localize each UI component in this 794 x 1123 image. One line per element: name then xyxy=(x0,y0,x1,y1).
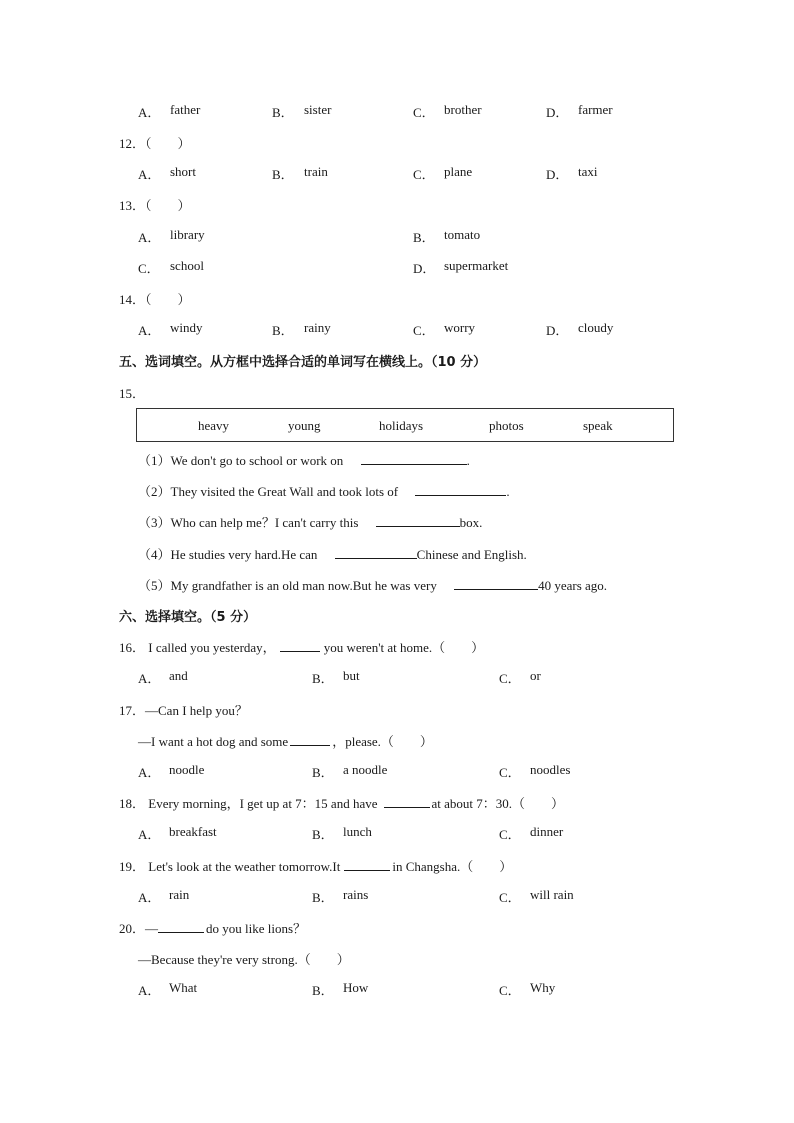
q12-option-c-letter: C． xyxy=(413,167,435,182)
q16-option-b-letter: B． xyxy=(312,671,334,686)
q11-option-c: brother xyxy=(444,102,482,117)
q19-stem xyxy=(119,856,512,875)
answer-blank[interactable] xyxy=(384,793,430,808)
fill-sentence-text: （3）Who can help me？I can't carry this xyxy=(138,515,359,530)
q13-option-d: supermarket xyxy=(444,258,509,273)
q15-label: 15． xyxy=(119,386,146,401)
q11-option-c-letter: C． xyxy=(413,105,435,120)
q16-stem xyxy=(119,637,484,656)
q16-option-c: or xyxy=(530,668,541,683)
q11-option-a: father xyxy=(170,102,201,117)
q17-line2 xyxy=(138,731,433,750)
q17-option-b-letter: B． xyxy=(312,765,334,780)
q18-option-a: breakfast xyxy=(169,824,217,839)
answer-blank[interactable] xyxy=(344,856,390,871)
fill-sentence-text: （5）My grandfather is an old man now.But he was very xyxy=(138,578,437,593)
word-box xyxy=(136,408,674,442)
q18-option-b-letter: B． xyxy=(312,827,334,842)
answer-blank[interactable] xyxy=(335,544,417,559)
fill-sentence-text: （4）He studies very hard.He can xyxy=(138,547,318,562)
fill-sentence-end: . xyxy=(466,453,470,468)
q18-option-c-letter: C． xyxy=(499,827,521,842)
word-box-item: speak xyxy=(583,418,613,433)
answer-blank[interactable] xyxy=(361,450,467,465)
word-box-item: photos xyxy=(489,418,524,433)
q14-option-d-letter: D． xyxy=(546,323,569,338)
q13-option-a-letter: A． xyxy=(138,230,161,245)
q20-option-b-letter: B． xyxy=(312,983,334,998)
q19-option-b: rains xyxy=(343,887,369,902)
q16-option-a: and xyxy=(169,668,188,683)
answer-blank[interactable] xyxy=(158,918,204,933)
q19-option-b-letter: B． xyxy=(312,890,334,905)
q20-option-a: What xyxy=(169,980,198,995)
fill-sentence-end: . xyxy=(506,484,510,499)
q18-stem-text: 18． Every morning，I get up at 7：15 and have xyxy=(119,796,378,811)
q17-option-b: a noodle xyxy=(343,762,388,777)
q18-option-b: lunch xyxy=(343,824,372,839)
word-box-item: heavy xyxy=(198,418,230,433)
fill-sentence-3 xyxy=(138,512,482,531)
q13-stem: 13．（ ） xyxy=(119,198,191,213)
q12-option-d: taxi xyxy=(578,164,598,179)
fill-sentence-5 xyxy=(138,575,607,594)
fill-sentence-end: box. xyxy=(459,515,483,530)
section5-title: 五、选词填空。从方框中选择合适的单词写在横线上。（10 分） xyxy=(119,355,487,370)
q13-option-b-letter: B． xyxy=(413,230,435,245)
q12-option-d-letter: D． xyxy=(546,167,569,182)
q16-stem-end: you weren't at home.（ ） xyxy=(323,640,485,655)
q13-option-c-letter: C． xyxy=(138,261,160,276)
answer-blank[interactable] xyxy=(290,731,330,746)
q19-option-a: rain xyxy=(169,887,190,902)
q17-option-c-letter: C． xyxy=(499,765,521,780)
answer-blank[interactable] xyxy=(415,481,506,496)
fill-sentence-text: （2）They visited the Great Wall and took lots of xyxy=(138,484,399,499)
word-box-item: young xyxy=(288,418,321,433)
q13-option-d-letter: D． xyxy=(413,261,436,276)
q19-option-c-letter: C． xyxy=(499,890,521,905)
q17-line2-end: ，please.（ ） xyxy=(332,734,433,749)
q14-option-a: windy xyxy=(170,320,203,335)
q20-option-c-letter: C． xyxy=(499,983,521,998)
q12-option-a: short xyxy=(170,164,196,179)
fill-sentence-text: （1）We don't go to school or work on xyxy=(138,453,344,468)
q20-line1 xyxy=(119,918,306,937)
q19-stem-end: in Changsha.（ ） xyxy=(392,859,513,874)
q13-option-b: tomato xyxy=(444,227,481,242)
q17-option-c: noodles xyxy=(530,762,571,777)
q19-stem-text: 19． Let's look at the weather tomorrow.It xyxy=(119,859,341,874)
q20-line1-end: do you like lions？ xyxy=(206,921,307,936)
q20-line2: —Because they're very strong.（ ） xyxy=(138,952,350,967)
q20-option-c: Why xyxy=(530,980,556,995)
q12-option-c: plane xyxy=(444,164,473,179)
answer-blank[interactable] xyxy=(454,575,538,590)
fill-sentence-1 xyxy=(138,450,470,469)
fill-sentence-end: Chinese and English. xyxy=(416,547,527,562)
q11-option-a-letter: A． xyxy=(138,105,161,120)
q17-line1: 17．—Can I help you？ xyxy=(119,703,248,718)
q12-option-b-letter: B． xyxy=(272,167,294,182)
answer-blank[interactable] xyxy=(280,637,320,652)
word-box-item: holidays xyxy=(379,418,424,433)
fill-sentence-4 xyxy=(138,544,527,563)
q17-option-a-letter: A． xyxy=(138,765,161,780)
q19-option-c: will rain xyxy=(530,887,574,902)
q18-stem xyxy=(119,793,564,812)
q18-stem-end: at about 7：30.（ ） xyxy=(431,796,565,811)
q11-option-d: farmer xyxy=(578,102,613,117)
q16-option-b: but xyxy=(343,668,360,683)
fill-sentence-end: 40 years ago. xyxy=(538,578,608,593)
q11-option-b: sister xyxy=(304,102,332,117)
fill-sentence-2 xyxy=(138,481,510,500)
q14-option-c-letter: C． xyxy=(413,323,435,338)
q11-option-d-letter: D． xyxy=(546,105,569,120)
q17-line2-text: —I want a hot dog and some xyxy=(138,734,289,749)
answer-blank[interactable] xyxy=(376,512,460,527)
q13-option-a: library xyxy=(170,227,205,242)
q18-option-a-letter: A． xyxy=(138,827,161,842)
q20-option-a-letter: A． xyxy=(138,983,161,998)
q12-option-a-letter: A． xyxy=(138,167,161,182)
q16-stem-text: 16． I called you yesterday， xyxy=(119,640,276,655)
q14-option-a-letter: A． xyxy=(138,323,161,338)
q14-stem: 14．（ ） xyxy=(119,292,191,307)
q17-option-a: noodle xyxy=(169,762,205,777)
q14-option-b: rainy xyxy=(304,320,331,335)
q13-option-c: school xyxy=(170,258,204,273)
q14-option-d: cloudy xyxy=(578,320,614,335)
q19-option-a-letter: A． xyxy=(138,890,161,905)
section6-title: 六、选择填空。（5 分） xyxy=(119,610,257,625)
q20-option-b: How xyxy=(343,980,369,995)
q12-option-b: train xyxy=(304,164,328,179)
q12-stem: 12．（ ） xyxy=(119,136,191,151)
q16-option-a-letter: A． xyxy=(138,671,161,686)
q18-option-c: dinner xyxy=(530,824,564,839)
q14-option-c: worry xyxy=(444,320,476,335)
q14-option-b-letter: B． xyxy=(272,323,294,338)
q11-option-b-letter: B． xyxy=(272,105,294,120)
q20-line1-text: 20．— xyxy=(119,921,159,936)
q16-option-c-letter: C． xyxy=(499,671,521,686)
